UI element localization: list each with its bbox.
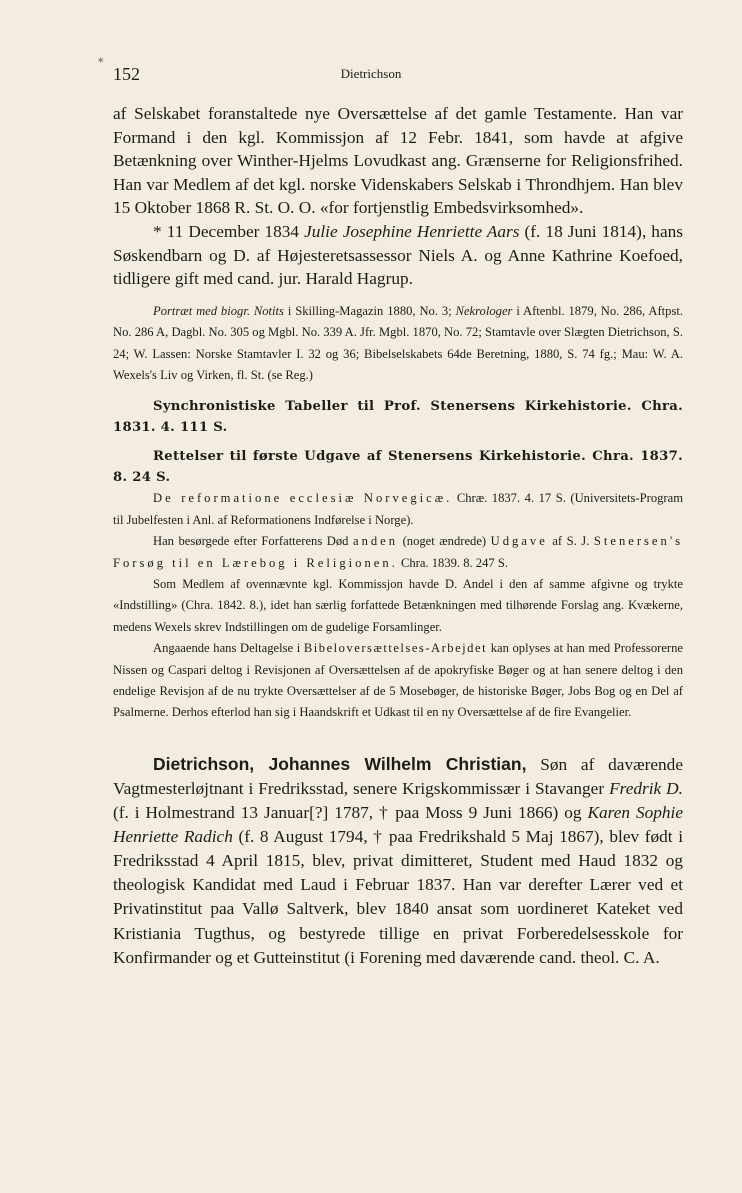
mother-name: Karen Sophie Henriette Radich <box>113 803 683 847</box>
marriage-date: 11 December 1834 <box>166 221 305 241</box>
page-content <box>113 102 683 970</box>
note-2: Som Medlem af ovennævnte kgl. Kommissjon havde D. Andel i den af samme afgivne og trykte «Indstilling» (Chra. 1842. 8.), idet han særlig forfattede Betænkningen med tilhørende Forslag ang. Kvækerne, medens Wexels skrev Indstillingen om de gudelige Forsamlinger. <box>113 577 683 634</box>
sources-text-2: i Aftenbl. 1879, No. 286, Aftpst. No. 286 A, Dagbl. No. 305 og Mgbl. No. 339 A. Jfr. Mgbl. 1870, No. 72; Stamtavle over Slægten Dietrichson, S. 24; W. Lassen: Norske Stamtavler I. 32 og 36; Bibelselskabets 64de Beretning, 1880, S. 74 fg.; Mau: W. A. Wexels's Liv og Virken, fl. St. (se Reg.) <box>113 303 683 382</box>
note-1-text-c: (noget ændrede) <box>398 534 491 549</box>
marriage-details: (f. 18 Juni 1814), hans Søskendbarn og D. af Højesteretsassessor Niels A. og Anne Kathrine Koefoed, tidligere gift med cand. jur. Harald Hagrup. <box>113 221 683 289</box>
continued-paragraph: af Selskabet foranstaltede nye Oversættelse af det gamle Testamente. Han var Formand i den kgl. Kommissjon af 12 Febr. 1841, som havde at afgive Betænkning over Winther-Hjelms Lovudkast ang. Grænserne for Religionsfrihed. Han var Medlem af det kgl. norske Videnskabers Selskab i Throndhjem. Han blev 15 Oktober 1868 R. St. O. O. «for fortjenstlig Embedsvirksomhed». <box>113 104 683 218</box>
note-1-text-e: af S. J. <box>547 534 594 549</box>
note-1 <box>113 531 683 574</box>
note-3-text-a: Angaaende hans Deltagelse i <box>153 641 304 656</box>
entry-text-3: (f. 8 August 1794, † paa Fredrikshald 5 Maj 1867), blev født i Fredriksstad 4 April 1815, blev, privat dimitteret, Student med Haud 1832 og theologisk Kandidat med Laud i Februar 1837. Han var derefter Lærer ved et Privatinstitut paa Vallø Saltverk, blev 1840 ansat som uordineret Kateket ved Kristiania Tugthus, og bestyrede tillige en privat Forberedelsesskole for Konfirmander og et Gutteinstitut (i Forening med daværende cand. theol. C. A. <box>113 827 684 967</box>
note-3-text-c: kan oplyses at han med Professorerne Nissen og Caspari deltog i Revisjonen af Oversættelsen af de apokryfiske Bøger og at han senere deltog i den endelige Revisjon af de nu trykte Oversættelser af de 5 Mosebøger, de historiske Bøger, Jobs Bog og en Del af Psalmerne. Derhos efterlod han sig i Haandskrift et Udkast til en ny Oversættelse af de fire Evangelier. <box>113 641 683 720</box>
marriage-paragraph <box>113 220 683 291</box>
entry-dietrichson-jwc <box>113 752 683 970</box>
entry-headword: Dietrichson, Johannes Wilhelm Christian, <box>153 753 527 774</box>
note-3 <box>113 638 683 724</box>
sources-text-1: i Skilling-Magazin 1880, No. 3; <box>283 303 456 318</box>
note-3-bible-work: Bibeloversættelses-Arbejdet <box>303 641 488 656</box>
work-title-3-name: De reformatione ecclesiæ Norvegicæ. <box>153 491 453 506</box>
work-title-2: Rettelser til første Udgave af Stenersens Kirkehistorie. Chra. 1837. 8. 24 S. <box>113 449 683 486</box>
margin-mark: * <box>98 56 104 69</box>
note-1-text-g: Chra. 1839. 8. 247 S. <box>397 555 508 570</box>
running-head: Dietrichson <box>340 66 402 81</box>
note-1-udgave: Udgave <box>490 534 548 549</box>
entry-text-1: Søn af daværende Vagtmesterløjtnant i Fredriksstad, senere Krigskommissær i Stavanger <box>113 754 683 798</box>
sources-paragraph <box>113 301 683 387</box>
work-title-1: Synchronistiske Tabeller til Prof. Stenersens Kirkehistorie. Chra. 1831. 4. 111 S. <box>113 399 683 436</box>
page-number: 152 <box>113 64 140 84</box>
note-1-book-title: Stenersen's Forsøg til en Lærebog i Religionen. <box>113 534 683 570</box>
wife-name: Julie Josephine Henriette Aars <box>304 221 520 241</box>
father-name: Fredrik D. <box>609 778 683 798</box>
marriage-star: * <box>153 221 167 241</box>
note-1-text-a: Han besørgede efter Forfatterens Død <box>153 534 353 549</box>
nekrologer-label: Nekrologer <box>455 303 513 318</box>
note-1-anden: anden <box>352 534 399 549</box>
work-title-3-details: Chræ. 1837. 4. 17 S. (Universitets-Program til Jubelfesten i Anl. af Reformationens Indførelse i Norge). <box>113 491 683 527</box>
portrait-label: Portræt med biogr. Notits <box>153 303 284 318</box>
entry-text-2: (f. i Holmestrand 13 Januar[?] 1787, † paa Moss 9 Juni 1866) og <box>113 803 588 823</box>
work-title-3 <box>113 488 683 531</box>
